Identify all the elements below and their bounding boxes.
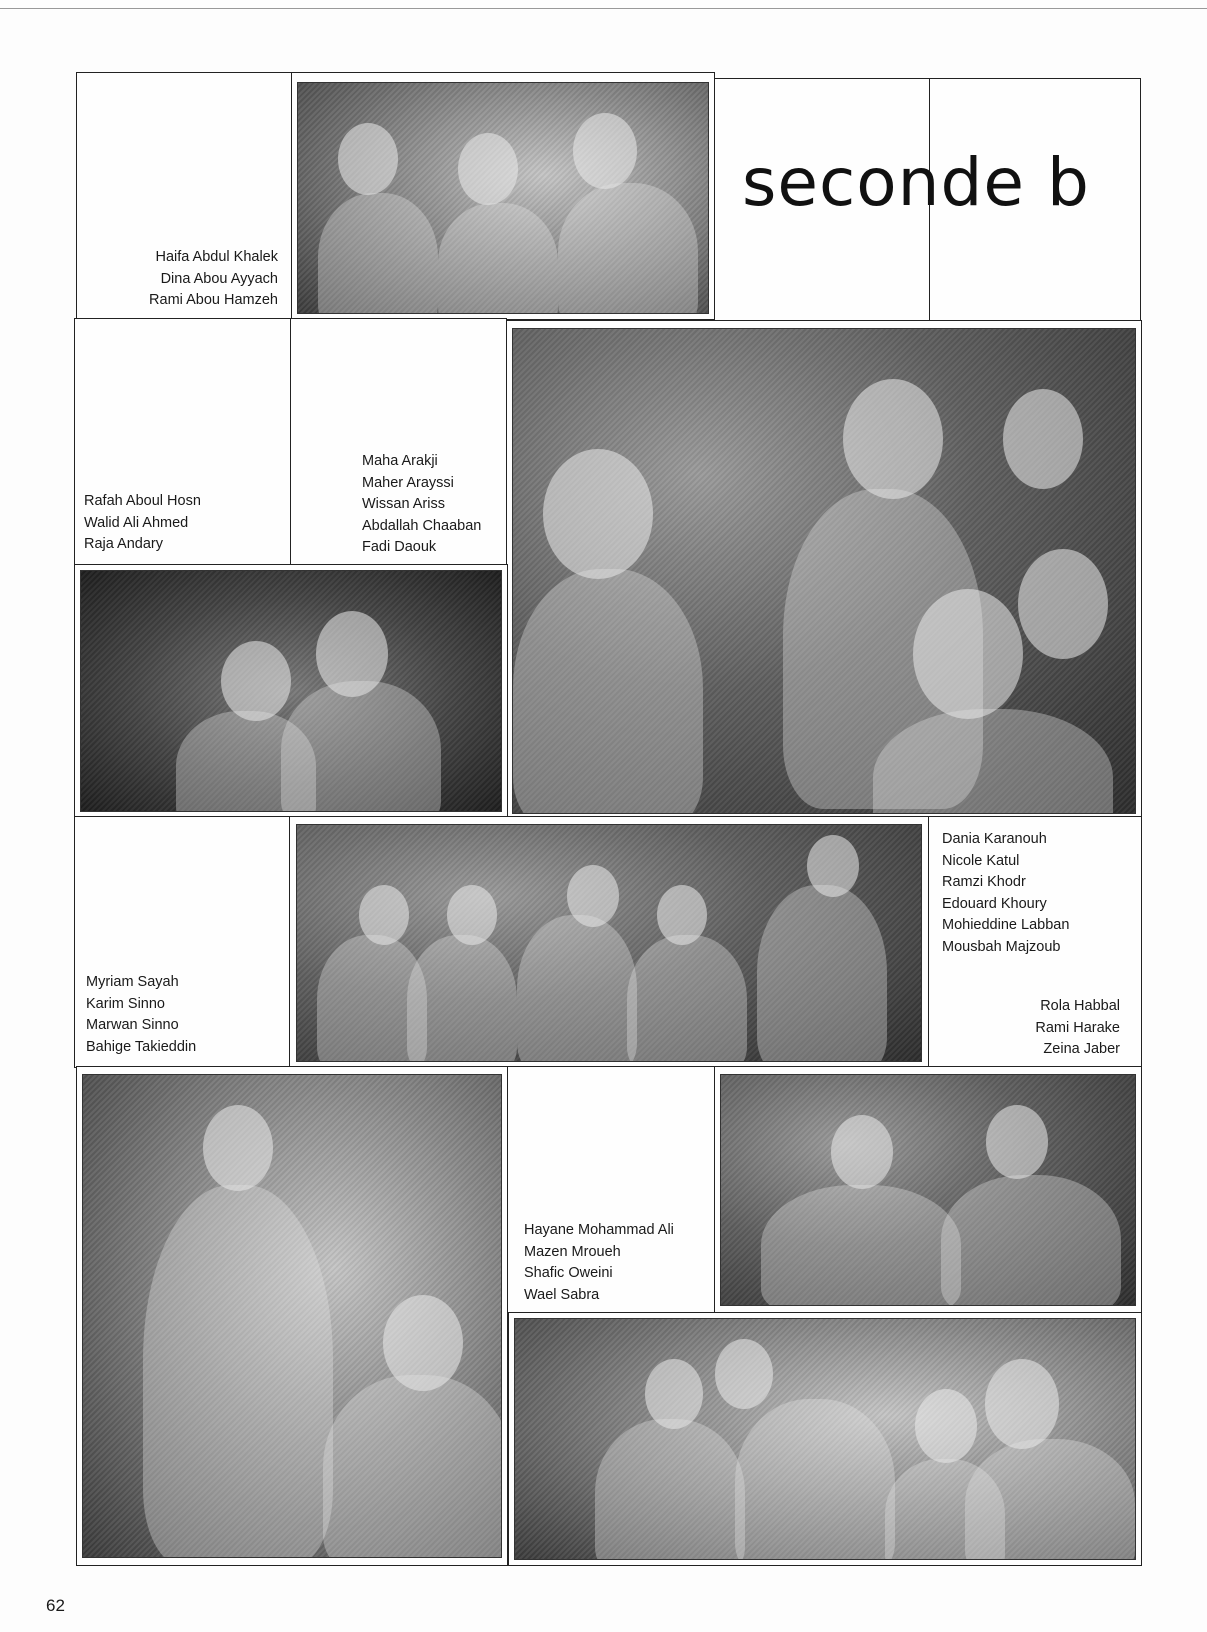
caption-group-1 [120, 247, 278, 312]
caption-group-2 [84, 491, 201, 556]
student-name: Mousbah Majzoub [942, 938, 1061, 955]
student-name: Marwan Sinno [86, 1017, 179, 1033]
photo-three-garden [720, 1074, 1136, 1306]
page-number: 62 [46, 1596, 65, 1615]
photo-two-students [80, 570, 502, 812]
student-name: Zeina Jaber [1043, 1041, 1120, 1057]
photo-group-bench [296, 824, 922, 1062]
student-name: Fadi Daouk [362, 539, 437, 555]
caption-group-7 [524, 1220, 674, 1306]
student-name: Haifa Abdul Khalek [155, 249, 278, 265]
student-name: Myriam Sayah [86, 974, 179, 990]
student-name: Bahige Takieddin [86, 1038, 197, 1055]
page-title: seconde b [742, 144, 1090, 221]
caption-group-4 [942, 829, 1069, 958]
student-name: Mohieddine Labban [942, 917, 1070, 933]
page-top-rule [0, 8, 1207, 9]
student-name: Mazen Mroueh [524, 1243, 621, 1260]
student-name: Abdallah Chaaban [362, 517, 482, 534]
student-name: Ramzi Khodr [942, 874, 1026, 890]
photo-three-students [297, 82, 709, 314]
student-name: Rami Harake [1035, 1019, 1120, 1036]
student-name: Nicole Katul [942, 852, 1020, 869]
caption-group-5 [86, 972, 196, 1058]
student-name: Hayane Mohammad Ali [524, 1222, 674, 1238]
student-name: Edouard Khoury [942, 895, 1047, 912]
photo-two-standing [82, 1074, 502, 1558]
student-name: Wael Sabra [524, 1286, 600, 1303]
student-name: Raja Andary [84, 536, 163, 552]
caption-group-6 [990, 996, 1120, 1061]
caption-group-3 [362, 451, 481, 559]
student-name: Shafic Oweini [524, 1265, 613, 1281]
student-name: Rafah Aboul Hosn [84, 493, 201, 509]
student-name: Dania Karanouh [942, 831, 1047, 847]
student-name: Walid Ali Ahmed [84, 514, 189, 531]
student-name: Dina Abou Ayyach [160, 270, 278, 287]
photo-five-students [512, 328, 1136, 814]
student-name: Rola Habbal [1040, 998, 1120, 1014]
student-name: Wissan Ariss [362, 496, 445, 512]
student-name: Rami Abou Hamzeh [149, 292, 278, 308]
student-name: Maher Arayssi [362, 474, 454, 491]
photo-four-outdoor [514, 1318, 1136, 1560]
student-name: Karim Sinno [86, 995, 165, 1012]
student-name: Maha Arakji [362, 453, 438, 469]
